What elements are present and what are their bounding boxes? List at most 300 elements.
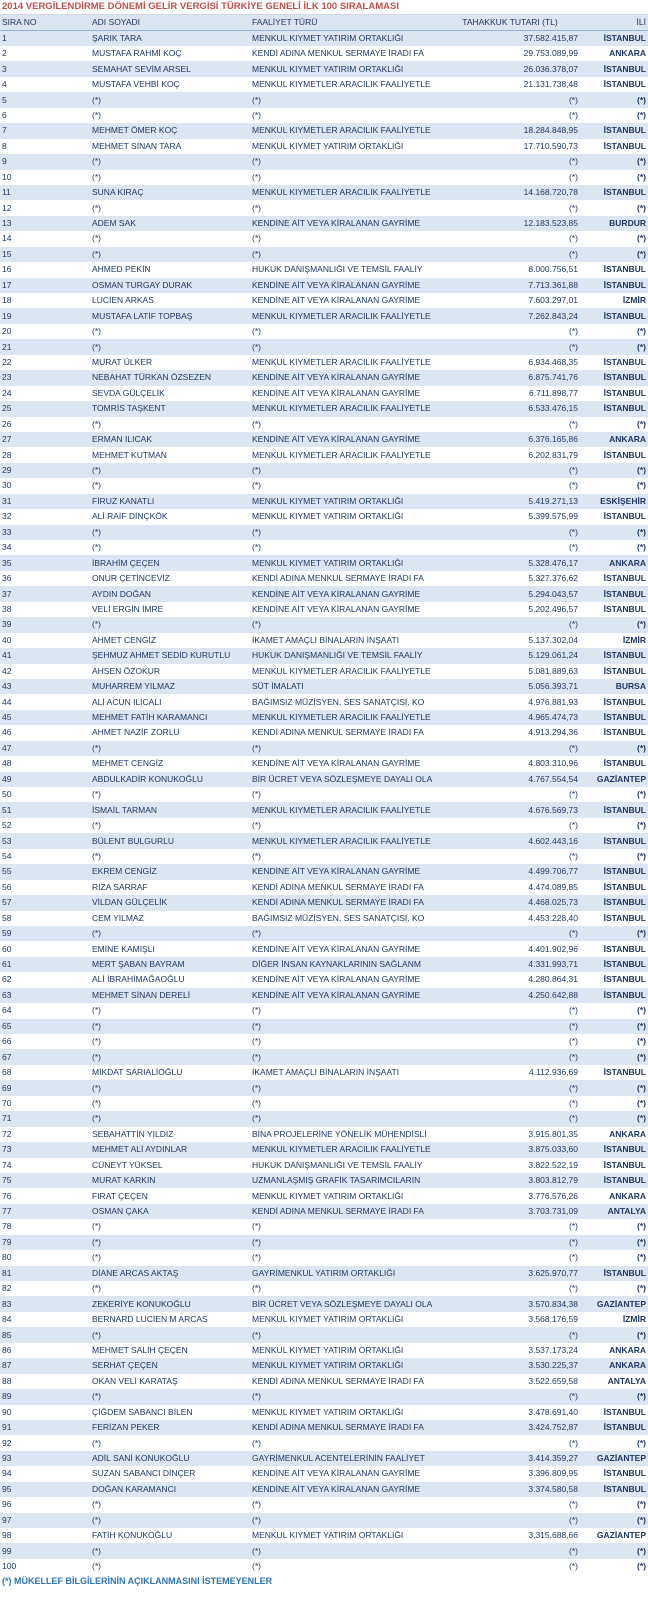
cell-sira-no: 69	[0, 1080, 90, 1095]
cell-adi-soyadi: (*)	[90, 1019, 250, 1034]
cell-tahakkuk-tutari: 3.915.801,35	[440, 1127, 580, 1142]
cell-sira-no: 100	[0, 1559, 90, 1574]
cell-faaliyet-turu: MENKUL KIYMETLER ARACILIK FAALİYETLE	[250, 77, 440, 92]
cell-faaliyet-turu: KENDİ ADINA MENKUL SERMAYE İRADI FA	[250, 1204, 440, 1219]
cell-faaliyet-turu: KENDİ ADINA MENKUL SERMAYE İRADI FA	[250, 1420, 440, 1435]
cell-adi-soyadi: MUSTAFA LATİF TOPBAŞ	[90, 308, 250, 323]
cell-adi-soyadi: LUCİEN ARKAS	[90, 293, 250, 308]
table-row	[0, 77, 648, 92]
cell-faaliyet-turu: (*)	[250, 1250, 440, 1265]
cell-tahakkuk-tutari: 5.419.271,13	[440, 494, 580, 509]
table-row	[0, 1497, 648, 1512]
cell-faaliyet-turu: KENDİ ADINA MENKUL SERMAYE İRADI FA	[250, 46, 440, 61]
cell-ili: İSTANBUL	[580, 401, 648, 416]
cell-faaliyet-turu: MENKUL KIYMET YATIRIM ORTAKLIĞI	[250, 31, 440, 47]
cell-tahakkuk-tutari: 12.183.523,85	[440, 216, 580, 231]
cell-adi-soyadi: (*)	[90, 1281, 250, 1296]
header-row	[0, 15, 648, 31]
cell-ili: İSTANBUL	[580, 911, 648, 926]
cell-tahakkuk-tutari: (*)	[440, 1111, 580, 1126]
cell-tahakkuk-tutari: 3.374.580,58	[440, 1482, 580, 1497]
cell-tahakkuk-tutari: (*)	[440, 478, 580, 493]
cell-adi-soyadi: (*)	[90, 525, 250, 540]
cell-faaliyet-turu: KENDİ ADINA MENKUL SERMAYE İRADI FA	[250, 1374, 440, 1389]
cell-sira-no: 97	[0, 1513, 90, 1528]
cell-tahakkuk-tutari: (*)	[440, 108, 580, 123]
cell-faaliyet-turu: HUKUK DANIŞMANLIĞI VE TEMSİL FAALİY	[250, 1158, 440, 1173]
cell-tahakkuk-tutari: 26.036.378,07	[440, 61, 580, 76]
cell-ili: İSTANBUL	[580, 1466, 648, 1481]
cell-faaliyet-turu: KENDİNE AİT VEYA KİRALANAN GAYRİME	[250, 278, 440, 293]
cell-faaliyet-turu: (*)	[250, 478, 440, 493]
cell-faaliyet-turu: (*)	[250, 617, 440, 632]
cell-tahakkuk-tutari: 4.401.902,96	[440, 941, 580, 956]
cell-faaliyet-turu: KENDİNE AİT VEYA KİRALANAN GAYRİME	[250, 586, 440, 601]
table-row	[0, 818, 648, 833]
cell-sira-no: 66	[0, 1034, 90, 1049]
cell-adi-soyadi: (*)	[90, 1049, 250, 1064]
cell-ili: (*)	[580, 1389, 648, 1404]
cell-sira-no: 1	[0, 31, 90, 47]
cell-sira-no: 47	[0, 741, 90, 756]
cell-sira-no: 86	[0, 1343, 90, 1358]
cell-sira-no: 29	[0, 463, 90, 478]
cell-tahakkuk-tutari: (*)	[440, 1049, 580, 1064]
cell-ili: (*)	[580, 108, 648, 123]
cell-ili: İSTANBUL	[580, 725, 648, 740]
cell-tahakkuk-tutari: 6.875.741,76	[440, 370, 580, 385]
table-row	[0, 1312, 648, 1327]
table-row	[0, 633, 648, 648]
cell-tahakkuk-tutari: 6.202.831,79	[440, 447, 580, 462]
cell-faaliyet-turu: HUKUK DANIŞMANLIĞI VE TEMSİL FAALİY	[250, 262, 440, 277]
cell-faaliyet-turu: MENKUL KIYMET YATIRIM ORTAKLIĞI	[250, 1528, 440, 1543]
cell-adi-soyadi: RIZA SARRAF	[90, 880, 250, 895]
cell-ili: İSTANBUL	[580, 77, 648, 92]
cell-faaliyet-turu: KENDİNE AİT VEYA KİRALANAN GAYRİME	[250, 988, 440, 1003]
cell-adi-soyadi: SEBAHATTİN YILDIZ	[90, 1127, 250, 1142]
cell-ili: İSTANBUL	[580, 1065, 648, 1080]
cell-faaliyet-turu: MENKUL KIYMET YATIRIM ORTAKLIĞI	[250, 1343, 440, 1358]
cell-tahakkuk-tutari: (*)	[440, 1543, 580, 1558]
table-row	[0, 432, 648, 447]
cell-ili: İZMİR	[580, 633, 648, 648]
cell-sira-no: 55	[0, 864, 90, 879]
header-adi-soyadi: ADI SOYADI	[90, 15, 250, 31]
cell-tahakkuk-tutari: 14.168.720,78	[440, 185, 580, 200]
cell-tahakkuk-tutari: 3.315.688,66	[440, 1528, 580, 1543]
cell-ili: İSTANBUL	[580, 370, 648, 385]
cell-tahakkuk-tutari: 4.331.993,71	[440, 957, 580, 972]
table-row	[0, 988, 648, 1003]
cell-faaliyet-turu: (*)	[250, 1435, 440, 1450]
cell-faaliyet-turu: MENKUL KIYMETLER ARACILIK FAALİYETLE	[250, 185, 440, 200]
cell-sira-no: 82	[0, 1281, 90, 1296]
cell-adi-soyadi: MEHMET ÖMER KOÇ	[90, 123, 250, 138]
cell-ili: (*)	[580, 339, 648, 354]
cell-tahakkuk-tutari: 4.803.310,96	[440, 756, 580, 771]
cell-faaliyet-turu: SÜT İMALATI	[250, 679, 440, 694]
cell-faaliyet-turu: (*)	[250, 1389, 440, 1404]
cell-adi-soyadi: FATİH KONUKOĞLU	[90, 1528, 250, 1543]
cell-faaliyet-turu: MENKUL KIYMET YATIRIM ORTAKLIĞI	[250, 555, 440, 570]
cell-adi-soyadi: (*)	[90, 200, 250, 215]
cell-faaliyet-turu: (*)	[250, 1049, 440, 1064]
cell-adi-soyadi: (*)	[90, 787, 250, 802]
cell-faaliyet-turu: KENDİNE AİT VEYA KİRALANAN GAYRİME	[250, 293, 440, 308]
cell-adi-soyadi: AHMED PEKİN	[90, 262, 250, 277]
table-row	[0, 1281, 648, 1296]
cell-tahakkuk-tutari: (*)	[440, 1096, 580, 1111]
cell-faaliyet-turu: (*)	[250, 849, 440, 864]
cell-sira-no: 84	[0, 1312, 90, 1327]
table-row	[0, 1482, 648, 1497]
table-row	[0, 772, 648, 787]
cell-sira-no: 38	[0, 602, 90, 617]
cell-faaliyet-turu: (*)	[250, 1080, 440, 1095]
table-row	[0, 231, 648, 246]
cell-faaliyet-turu: MENKUL KIYMETLER ARACILIK FAALİYETLE	[250, 308, 440, 323]
cell-tahakkuk-tutari: 3.703.731,09	[440, 1204, 580, 1219]
cell-adi-soyadi: SEMAHAT SEVİM ARSEL	[90, 61, 250, 76]
cell-tahakkuk-tutari: (*)	[440, 1513, 580, 1528]
cell-faaliyet-turu: (*)	[250, 1559, 440, 1574]
cell-faaliyet-turu: (*)	[250, 818, 440, 833]
table-row	[0, 1374, 648, 1389]
cell-sira-no: 77	[0, 1204, 90, 1219]
cell-tahakkuk-tutari: 5.129.061,24	[440, 648, 580, 663]
table-row	[0, 200, 648, 215]
cell-sira-no: 75	[0, 1173, 90, 1188]
cell-faaliyet-turu: BİR ÜCRET VEYA SÖZLEŞMEYE DAYALI OLA	[250, 1296, 440, 1311]
cell-tahakkuk-tutari: 4.250.642,88	[440, 988, 580, 1003]
cell-sira-no: 98	[0, 1528, 90, 1543]
cell-ili: ANKARA	[580, 1343, 648, 1358]
cell-ili: İSTANBUL	[580, 1420, 648, 1435]
cell-ili: İSTANBUL	[580, 1158, 648, 1173]
cell-adi-soyadi: MEHMET KUTMAN	[90, 447, 250, 462]
table-row	[0, 602, 648, 617]
cell-sira-no: 23	[0, 370, 90, 385]
cell-sira-no: 73	[0, 1142, 90, 1157]
cell-adi-soyadi: MEHMET CENGİZ	[90, 756, 250, 771]
cell-tahakkuk-tutari: (*)	[440, 154, 580, 169]
cell-faaliyet-turu: KENDİNE AİT VEYA KİRALANAN GAYRİME	[250, 972, 440, 987]
cell-sira-no: 88	[0, 1374, 90, 1389]
cell-tahakkuk-tutari: 4.474.089,85	[440, 880, 580, 895]
cell-tahakkuk-tutari: (*)	[440, 1003, 580, 1018]
cell-tahakkuk-tutari: 5.056.393,71	[440, 679, 580, 694]
table-row	[0, 1466, 648, 1481]
cell-faaliyet-turu: MENKUL KIYMETLER ARACILIK FAALİYETLE	[250, 123, 440, 138]
cell-adi-soyadi: CÜNEYT YÜKSEL	[90, 1158, 250, 1173]
cell-ili: ANKARA	[580, 46, 648, 61]
table-row	[0, 1513, 648, 1528]
cell-faaliyet-turu: DİĞER İNSAN KAYNAKLARININ SAĞLANM	[250, 957, 440, 972]
cell-tahakkuk-tutari: (*)	[440, 1235, 580, 1250]
cell-adi-soyadi: MEHMET SİNAN DERELİ	[90, 988, 250, 1003]
cell-sira-no: 72	[0, 1127, 90, 1142]
table-row	[0, 1235, 648, 1250]
cell-tahakkuk-tutari: (*)	[440, 247, 580, 262]
cell-tahakkuk-tutari: 7.603.297,01	[440, 293, 580, 308]
cell-faaliyet-turu: MENKUL KIYMETLER ARACILIK FAALİYETLE	[250, 664, 440, 679]
cell-faaliyet-turu: KENDİNE AİT VEYA KİRALANAN GAYRİME	[250, 1482, 440, 1497]
cell-sira-no: 62	[0, 972, 90, 987]
table-row	[0, 293, 648, 308]
table-row	[0, 324, 648, 339]
cell-tahakkuk-tutari: (*)	[440, 463, 580, 478]
table-row	[0, 61, 648, 76]
cell-adi-soyadi: (*)	[90, 1003, 250, 1018]
cell-tahakkuk-tutari: 3.396.809,95	[440, 1466, 580, 1481]
cell-adi-soyadi: ADİL SANİ KONUKOĞLU	[90, 1451, 250, 1466]
table-row	[0, 1250, 648, 1265]
cell-ili: İSTANBUL	[580, 988, 648, 1003]
cell-adi-soyadi: (*)	[90, 1219, 250, 1234]
cell-sira-no: 11	[0, 185, 90, 200]
table-row	[0, 1343, 648, 1358]
cell-faaliyet-turu: GAYRİMENKUL ACENTELERİNİN FAALİYET	[250, 1451, 440, 1466]
table-row	[0, 123, 648, 138]
table-row	[0, 417, 648, 432]
cell-faaliyet-turu: MENKUL KIYMETLER ARACILIK FAALİYETLE	[250, 1142, 440, 1157]
cell-ili: ESKİŞEHİR	[580, 494, 648, 509]
cell-tahakkuk-tutari: 37.582.415,87	[440, 31, 580, 47]
cell-faaliyet-turu: KENDİNE AİT VEYA KİRALANAN GAYRİME	[250, 941, 440, 956]
cell-tahakkuk-tutari: 5.202.496,57	[440, 602, 580, 617]
cell-tahakkuk-tutari: 4.468.025,73	[440, 895, 580, 910]
cell-faaliyet-turu: (*)	[250, 200, 440, 215]
cell-ili: (*)	[580, 1034, 648, 1049]
cell-adi-soyadi: EKREM CENGİZ	[90, 864, 250, 879]
table-row	[0, 710, 648, 725]
cell-ili: İSTANBUL	[580, 664, 648, 679]
table-row	[0, 1065, 648, 1080]
table-row	[0, 370, 648, 385]
cell-tahakkuk-tutari: 29.753.089,99	[440, 46, 580, 61]
cell-ili: (*)	[580, 525, 648, 540]
table-row	[0, 1358, 648, 1373]
cell-adi-soyadi: OSMAN TURGAY DURAK	[90, 278, 250, 293]
cell-adi-soyadi: (*)	[90, 247, 250, 262]
cell-faaliyet-turu: MENKUL KIYMET YATIRIM ORTAKLIĞI	[250, 1312, 440, 1327]
table-row	[0, 1080, 648, 1095]
cell-adi-soyadi: (*)	[90, 1080, 250, 1095]
cell-adi-soyadi: (*)	[90, 154, 250, 169]
cell-tahakkuk-tutari: (*)	[440, 525, 580, 540]
cell-adi-soyadi: CEM YILMAZ	[90, 911, 250, 926]
table-row	[0, 1405, 648, 1420]
cell-faaliyet-turu: MENKUL KIYMETLER ARACILIK FAALİYETLE	[250, 447, 440, 462]
cell-ili: GAZİANTEP	[580, 1451, 648, 1466]
table-row	[0, 725, 648, 740]
cell-ili: (*)	[580, 1219, 648, 1234]
cell-adi-soyadi: ÇİĞDEM SABANCI BİLEN	[90, 1405, 250, 1420]
cell-adi-soyadi: MEHMET SİNAN TARA	[90, 139, 250, 154]
cell-adi-soyadi: ŞARIK TARA	[90, 31, 250, 47]
cell-faaliyet-turu: KENDİ ADINA MENKUL SERMAYE İRADI FA	[250, 725, 440, 740]
cell-ili: ANTALYA	[580, 1374, 648, 1389]
cell-ili: ANKARA	[580, 555, 648, 570]
cell-adi-soyadi: (*)	[90, 231, 250, 246]
cell-adi-soyadi: (*)	[90, 1513, 250, 1528]
cell-ili: (*)	[580, 1080, 648, 1095]
table-row	[0, 1034, 648, 1049]
cell-tahakkuk-tutari: 6.376.165,86	[440, 432, 580, 447]
table-row	[0, 308, 648, 323]
cell-adi-soyadi: SUZAN SABANCI DİNÇER	[90, 1466, 250, 1481]
cell-ili: İSTANBUL	[580, 447, 648, 462]
cell-ili: İSTANBUL	[580, 756, 648, 771]
cell-ili: İZMİR	[580, 1312, 648, 1327]
cell-sira-no: 8	[0, 139, 90, 154]
cell-adi-soyadi: MURAT KARKIN	[90, 1173, 250, 1188]
cell-sira-no: 7	[0, 123, 90, 138]
cell-ili: (*)	[580, 1435, 648, 1450]
table-row	[0, 1559, 648, 1574]
cell-faaliyet-turu: HUKUK DANIŞMANLIĞI VE TEMSİL FAALİY	[250, 648, 440, 663]
table-row	[0, 1451, 648, 1466]
table-row	[0, 108, 648, 123]
table-row	[0, 509, 648, 524]
cell-adi-soyadi: NEBAHAT TÜRKAN ÖZSEZEN	[90, 370, 250, 385]
cell-ili: GAZİANTEP	[580, 772, 648, 787]
table-row	[0, 756, 648, 771]
table-row	[0, 648, 648, 663]
cell-faaliyet-turu: BAĞIMSIZ MÜZİSYEN, SES SANATÇISI, KO	[250, 911, 440, 926]
table-row	[0, 401, 648, 416]
cell-ili: İSTANBUL	[580, 509, 648, 524]
cell-adi-soyadi: BERNARD LUCİEN M ARCAS	[90, 1312, 250, 1327]
cell-faaliyet-turu: (*)	[250, 1513, 440, 1528]
cell-faaliyet-turu: (*)	[250, 741, 440, 756]
cell-tahakkuk-tutari: 3.568.176,59	[440, 1312, 580, 1327]
cell-adi-soyadi: FERİZAN PEKER	[90, 1420, 250, 1435]
table-row	[0, 802, 648, 817]
cell-ili: İSTANBUL	[580, 694, 648, 709]
cell-tahakkuk-tutari: 4.676.569,73	[440, 802, 580, 817]
cell-ili: (*)	[580, 1250, 648, 1265]
cell-adi-soyadi: ONUR ÇETİNCEVİZ	[90, 571, 250, 586]
cell-sira-no: 15	[0, 247, 90, 262]
cell-sira-no: 58	[0, 911, 90, 926]
header-ili: İLİ	[580, 15, 648, 31]
cell-adi-soyadi: VİLDAN GÜLÇELİK	[90, 895, 250, 910]
table-row	[0, 1266, 648, 1281]
cell-tahakkuk-tutari: (*)	[440, 741, 580, 756]
cell-ili: İSTANBUL	[580, 880, 648, 895]
cell-sira-no: 91	[0, 1420, 90, 1435]
cell-ili: İSTANBUL	[580, 941, 648, 956]
table-row	[0, 170, 648, 185]
table-row	[0, 1003, 648, 1018]
cell-faaliyet-turu: KENDİ ADINA MENKUL SERMAYE İRADI FA	[250, 880, 440, 895]
cell-ili: (*)	[580, 324, 648, 339]
cell-adi-soyadi: (*)	[90, 170, 250, 185]
cell-adi-soyadi: (*)	[90, 108, 250, 123]
cell-ili: (*)	[580, 741, 648, 756]
cell-sira-no: 45	[0, 710, 90, 725]
cell-sira-no: 16	[0, 262, 90, 277]
cell-faaliyet-turu: (*)	[250, 324, 440, 339]
cell-ili: İSTANBUL	[580, 1266, 648, 1281]
cell-faaliyet-turu: (*)	[250, 247, 440, 262]
table-row	[0, 1543, 648, 1558]
cell-adi-soyadi: OKAN VELİ KARATAŞ	[90, 1374, 250, 1389]
cell-adi-soyadi: OSMAN ÇAKA	[90, 1204, 250, 1219]
cell-sira-no: 50	[0, 787, 90, 802]
cell-tahakkuk-tutari: 4.602.443,16	[440, 833, 580, 848]
cell-sira-no: 93	[0, 1451, 90, 1466]
cell-ili: (*)	[580, 247, 648, 262]
cell-faaliyet-turu: MENKUL KIYMET YATIRIM ORTAKLIĞI	[250, 509, 440, 524]
cell-faaliyet-turu: (*)	[250, 1543, 440, 1558]
cell-adi-soyadi: MEHMET SALİH ÇEÇEN	[90, 1343, 250, 1358]
cell-adi-soyadi: İSMAİL TARMAN	[90, 802, 250, 817]
table-row	[0, 741, 648, 756]
cell-adi-soyadi: (*)	[90, 1235, 250, 1250]
cell-sira-no: 79	[0, 1235, 90, 1250]
cell-adi-soyadi: AHSEN ÖZOKUR	[90, 664, 250, 679]
cell-adi-soyadi: ALİ RAİF DİNÇKÖK	[90, 509, 250, 524]
cell-adi-soyadi: MEHMET FATİH KARAMANCI	[90, 710, 250, 725]
cell-ili: İSTANBUL	[580, 31, 648, 47]
cell-adi-soyadi: (*)	[90, 339, 250, 354]
table-row	[0, 679, 648, 694]
cell-adi-soyadi: BÜLENT BULGURLU	[90, 833, 250, 848]
cell-ili: (*)	[580, 92, 648, 107]
cell-tahakkuk-tutari: 4.965.474,73	[440, 710, 580, 725]
table-row	[0, 1111, 648, 1126]
cell-adi-soyadi: (*)	[90, 741, 250, 756]
cell-adi-soyadi: SERHAT ÇEÇEN	[90, 1358, 250, 1373]
cell-ili: İSTANBUL	[580, 185, 648, 200]
cell-adi-soyadi: ABDULKADİR KONUKOĞLU	[90, 772, 250, 787]
cell-adi-soyadi: AHMET CENGİZ	[90, 633, 250, 648]
cell-ili: İSTANBUL	[580, 1142, 648, 1157]
cell-sira-no: 49	[0, 772, 90, 787]
cell-adi-soyadi: TOMRİS TAŞKENT	[90, 401, 250, 416]
cell-ili: ANTALYA	[580, 1204, 648, 1219]
cell-tahakkuk-tutari: (*)	[440, 1435, 580, 1450]
cell-faaliyet-turu: KENDİNE AİT VEYA KİRALANAN GAYRİME	[250, 216, 440, 231]
cell-adi-soyadi: MURAT ÜLKER	[90, 355, 250, 370]
cell-ili: İSTANBUL	[580, 123, 648, 138]
cell-adi-soyadi: (*)	[90, 1543, 250, 1558]
table-row	[0, 694, 648, 709]
cell-sira-no: 65	[0, 1019, 90, 1034]
cell-sira-no: 63	[0, 988, 90, 1003]
cell-ili: (*)	[580, 200, 648, 215]
cell-sira-no: 34	[0, 540, 90, 555]
cell-tahakkuk-tutari: 7.262.843,24	[440, 308, 580, 323]
cell-tahakkuk-tutari: 3.522.659,58	[440, 1374, 580, 1389]
cell-ili: İSTANBUL	[580, 278, 648, 293]
cell-faaliyet-turu: BİNA PROJELERİNE YÖNELİK MÜHENDİSLİ	[250, 1127, 440, 1142]
table-row	[0, 895, 648, 910]
cell-faaliyet-turu: KENDİNE AİT VEYA KİRALANAN GAYRİME	[250, 370, 440, 385]
cell-ili: İSTANBUL	[580, 602, 648, 617]
cell-faaliyet-turu: (*)	[250, 154, 440, 169]
cell-sira-no: 67	[0, 1049, 90, 1064]
cell-sira-no: 30	[0, 478, 90, 493]
cell-ili: (*)	[580, 1096, 648, 1111]
cell-tahakkuk-tutari: (*)	[440, 818, 580, 833]
cell-ili: (*)	[580, 1327, 648, 1342]
cell-tahakkuk-tutari: 3.822.522,19	[440, 1158, 580, 1173]
cell-sira-no: 57	[0, 895, 90, 910]
